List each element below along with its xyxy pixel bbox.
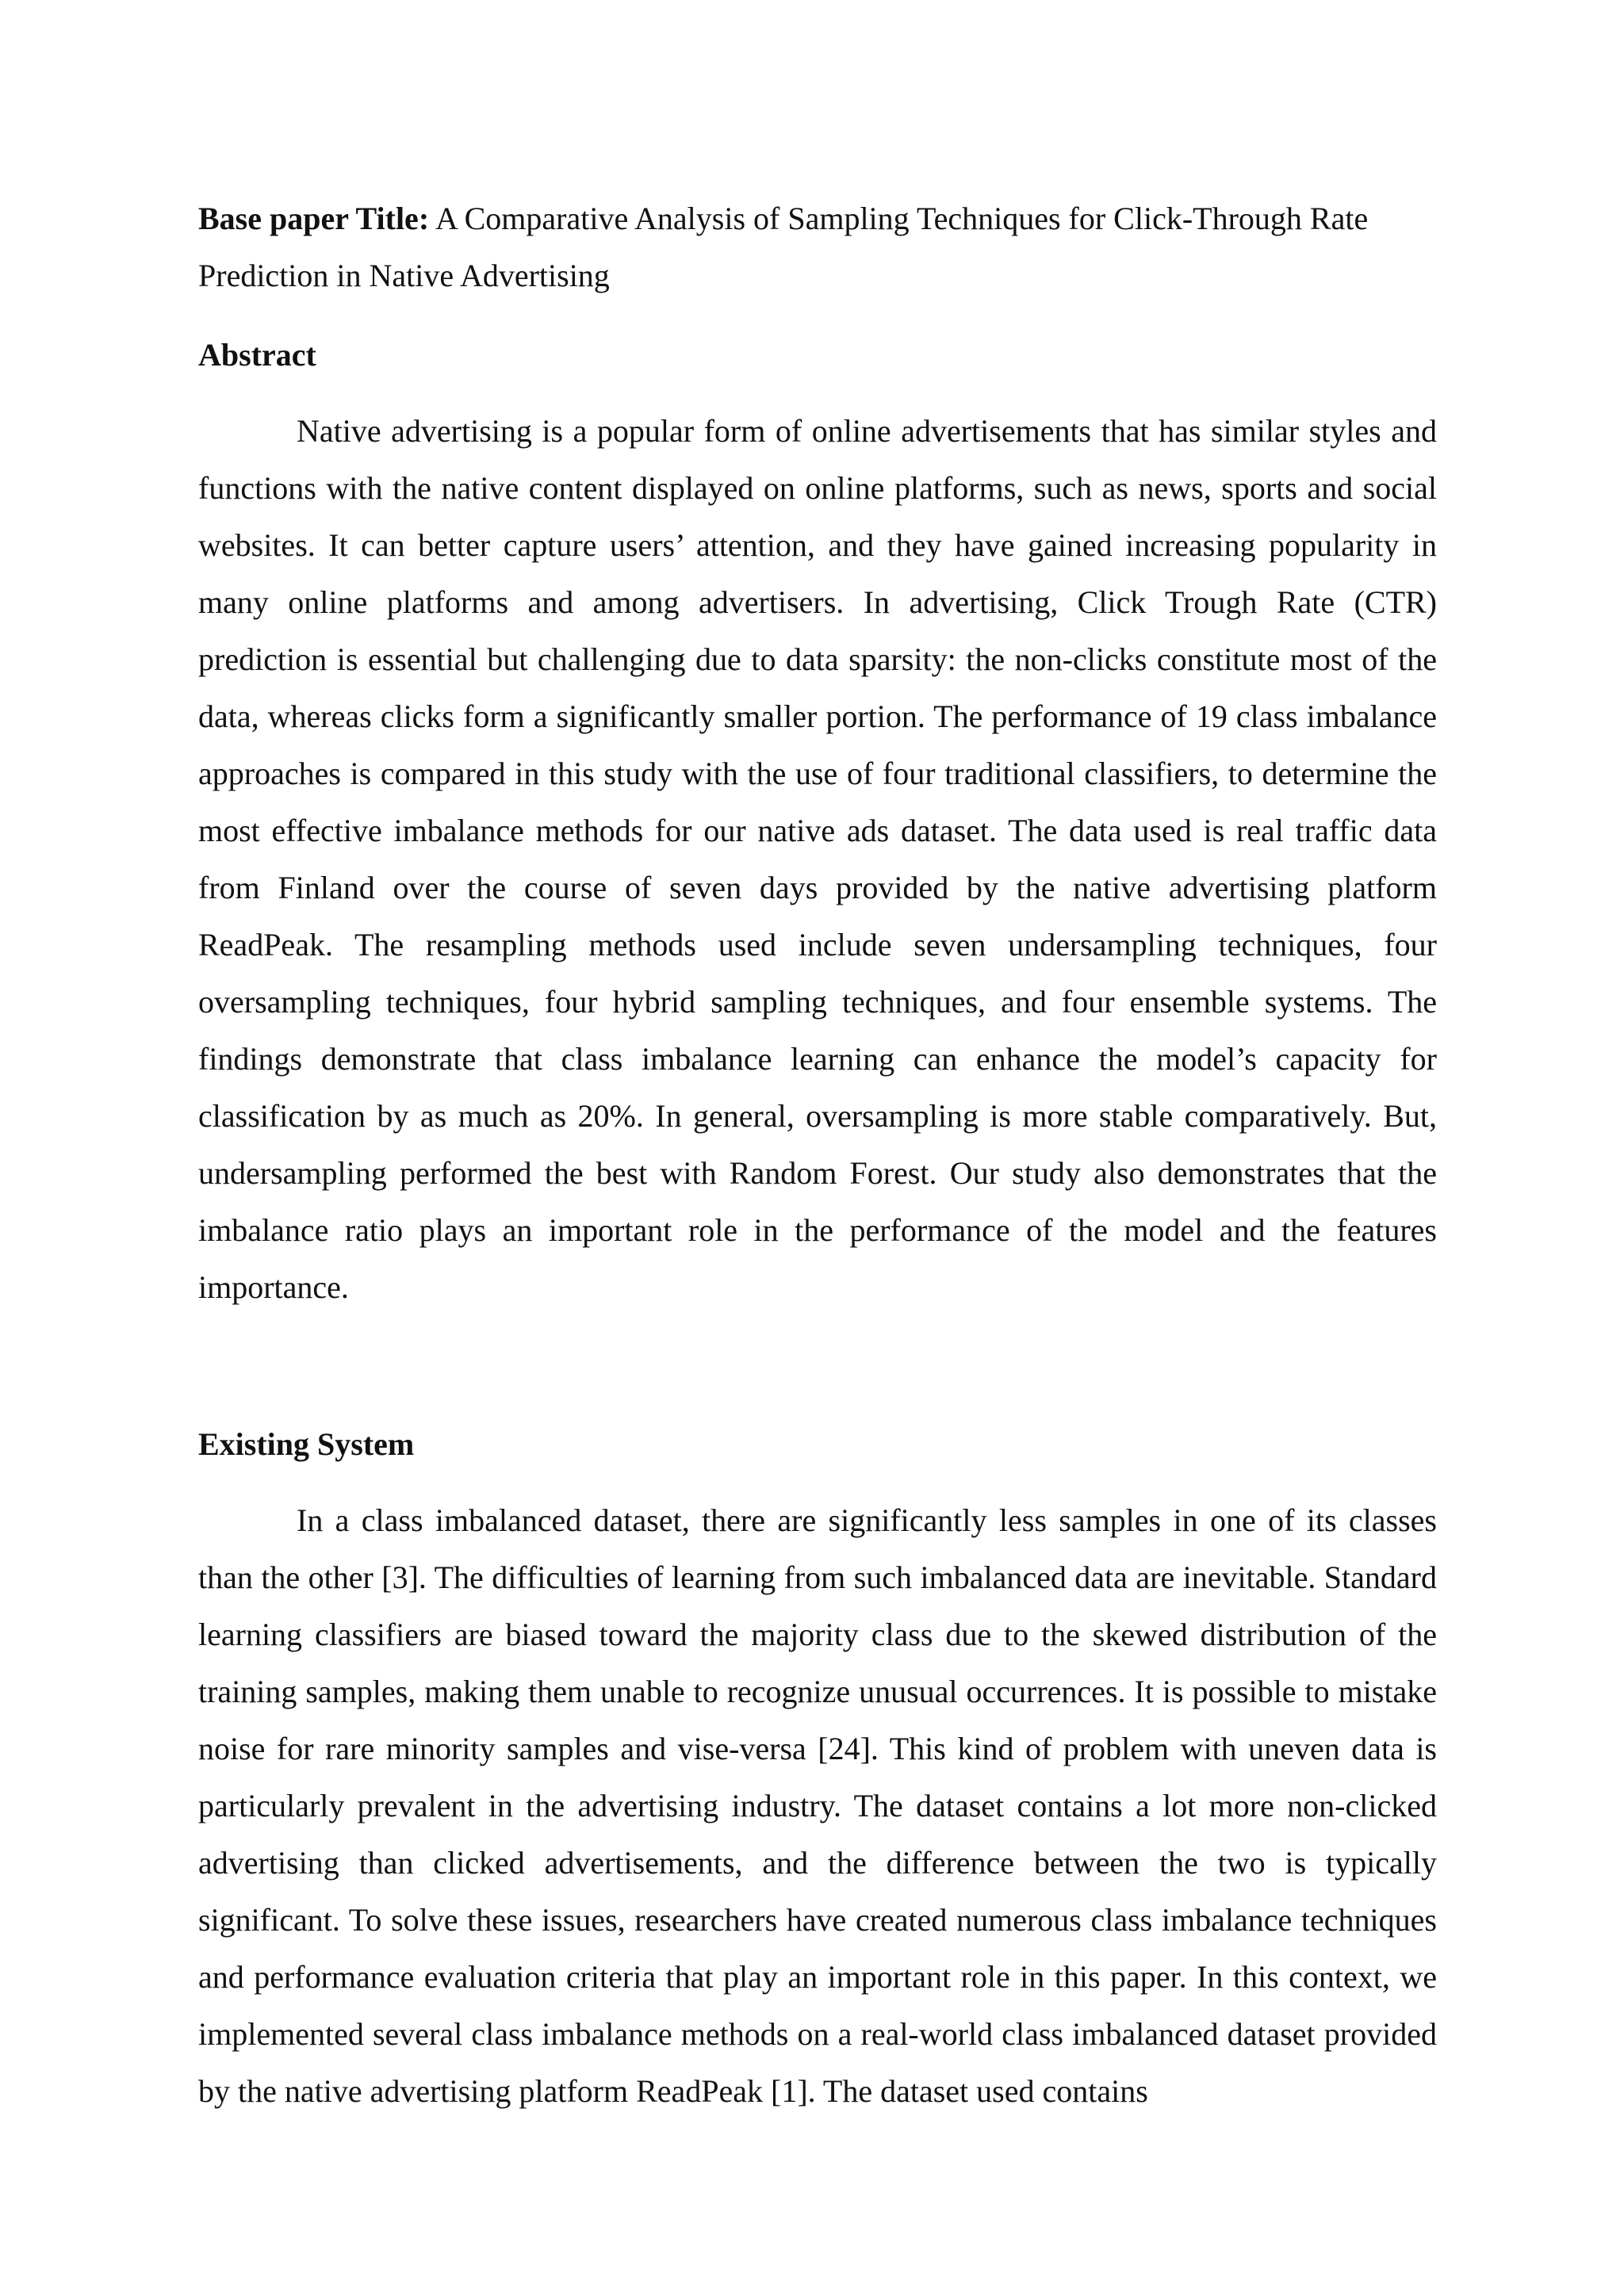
paper-title-text: A Comparative Analysis of Sampling Techniques for Click-Through Rate Prediction in Native Advertising <box>198 201 1369 293</box>
paper-title <box>198 190 1437 304</box>
existing-system-paragraph: In a class imbalanced dataset, there are significantly less samples in one of its classes than the other [3]. The difficulties of learning from such imbalanced data are inevitable. Standard learning classifiers are biased toward the majority class due to the skewed distribution of the training samples, making them unable to recognize unusual occurrences. It is possible to mistake noise for rare minority samples and vise-versa [24]. This kind of problem with uneven data is particularly prevalent in the advertising industry. The dataset contains a lot more non-clicked advertising than clicked advertisements, and the difference between the two is typically significant. To solve these issues, researchers have created numerous class imbalance techniques and performance evaluation criteria that play an important role in this paper. In this context, we implemented several class imbalance methods on a real-world class imbalanced dataset provided by the native advertising platform ReadPeak [1]. The dataset used contains <box>198 1502 1437 2109</box>
paper-title-label: Base paper Title: <box>198 201 430 236</box>
existing-system-heading: Existing System <box>198 1426 415 1462</box>
abstract-paragraph: Native advertising is a popular form of online advertisements that has similar styles and functions with the native content displayed on online platforms, such as news, sports and social websites. It can better capture users’ attention, and they have gained increasing popularity in many online platforms and among advertisers. In advertising, Click Trough Rate (CTR) prediction is essential but challenging due to data sparsity: the non-clicks constitute most of the data, whereas clicks form a significantly smaller portion. The performance of 19 class imbalance approaches is compared in this study with the use of four traditional classifiers, to determine the most effective imbalance methods for our native ads dataset. The data used is real traffic data from Finland over the course of seven days provided by the native advertising platform ReadPeak. The resampling methods used include seven undersampling techniques, four oversampling techniques, four hybrid sampling techniques, and four ensemble systems. The findings demonstrate that class imbalance learning can enhance the model’s capacity for classification by as much as 20%. In general, oversampling is more stable comparatively. But, undersampling performed the best with Random Forest. Our study also demonstrates that the imbalance ratio plays an important role in the performance of the model and the features importance. <box>198 413 1437 1305</box>
document-body <box>198 190 1437 2120</box>
abstract-heading: Abstract <box>198 337 316 373</box>
